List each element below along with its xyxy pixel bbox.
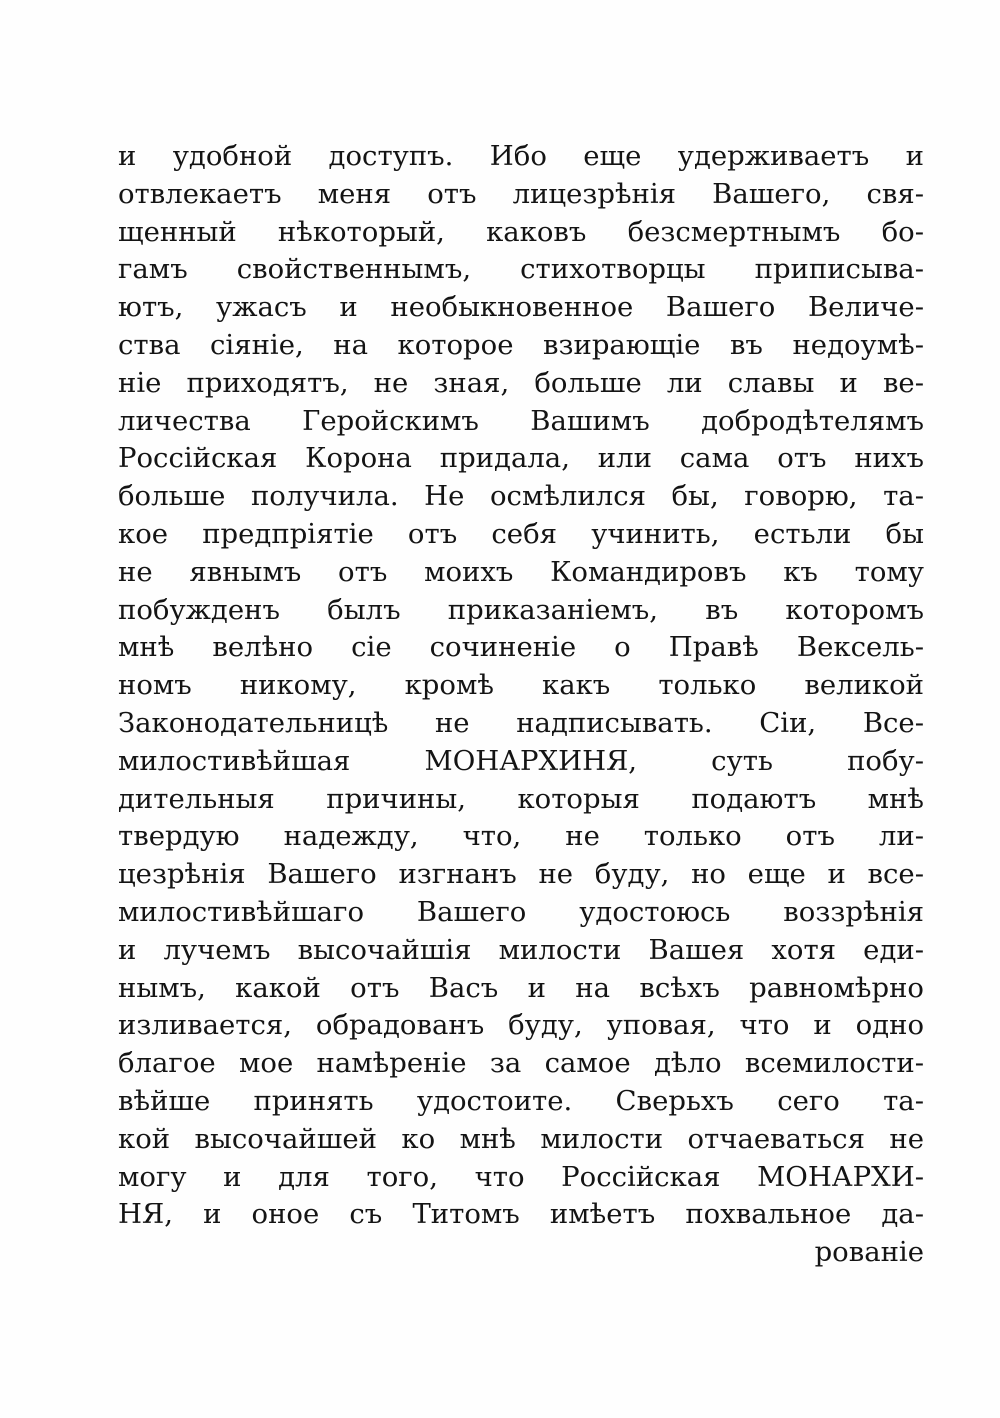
- text-line-24: изливается, обрадованъ буду, уповая, что и одно: [118, 1009, 924, 1042]
- text-line-20: цезрѣнія Вашего изгнанъ не буду, но еще и все-: [118, 858, 924, 891]
- text-line-28: могу и для того, что Россійская МОНАРХИ-: [118, 1160, 924, 1193]
- text-line-6: ства сіяніе, на которое взирающіе въ недоумѣ-: [118, 328, 924, 361]
- text-line-2: отвлекаетъ меня отъ лицезрѣнія Вашего, свя-: [118, 177, 924, 210]
- catchword: рованіе: [814, 1236, 924, 1269]
- text-line-8: личества Геройскимъ Вашимъ добродѣтелямъ: [118, 404, 924, 437]
- text-line-7: ніе приходятъ, не зная, больше ли славы и ве-: [118, 366, 924, 399]
- text-line-27: кой высочайшей ко мнѣ милости отчаеваться не: [118, 1122, 924, 1155]
- text-line-25: благое мое намѣреніе за самое дѣло всемилости-: [118, 1047, 924, 1080]
- text-line-19: твердую надежду, что, не только отъ ли-: [118, 820, 924, 853]
- text-line-16: Законодательницѣ не надписывать. Сіи, Все-: [118, 706, 924, 739]
- text-line-12: не явнымъ отъ моихъ Командировъ къ тому: [118, 555, 924, 588]
- text-line-3: щенный нѣкоторый, каковъ безсмертнымъ бо-: [118, 215, 924, 248]
- text-line-21: милостивѣйшаго Вашего удостоюсь воззрѣнія: [118, 895, 924, 928]
- page-text: [118, 138, 924, 1272]
- text-line-10: больше получила. Не осмѣлился бы, говорю, та-: [118, 480, 924, 513]
- text-line-14: мнѣ велѣно сіе сочиненіе о Правѣ Вексель-: [118, 631, 924, 664]
- text-line-29: НЯ, и оное съ Титомъ имѣетъ похвальное да-: [118, 1198, 924, 1231]
- text-line-9: Россійская Корона придала, или сама отъ нихъ: [118, 442, 924, 475]
- text-line-26: вѣйше принять удостоите. Сверьхъ сего та-: [118, 1084, 924, 1117]
- text-line-18: дительныя причины, которыя подаютъ мнѣ: [118, 782, 924, 815]
- text-line-22: и лучемъ высочайшія милости Вашея хотя еди-: [118, 933, 924, 966]
- text-line-13: побужденъ былъ приказаніемъ, въ которомъ: [118, 593, 924, 626]
- text-line-17: милостивѣйшая МОНАРХИНЯ, суть побу-: [118, 744, 924, 777]
- text-line-23: нымъ, какой отъ Васъ и на всѣхъ равномѣрно: [118, 971, 924, 1004]
- text-line-1: и удобной доступъ. Ибо еще удерживаетъ и: [118, 140, 924, 172]
- text-line-15: номъ никому, кромѣ какъ только великой: [118, 669, 924, 702]
- text-line-11: кое предпріятіе отъ себя учинить, естьли бы: [118, 517, 924, 550]
- text-line-4: гамъ свойственнымъ, стихотворцы приписыва-: [118, 253, 924, 286]
- text-line-5: ютъ, ужасъ и необыкновенное Вашего Величе-: [118, 291, 924, 324]
